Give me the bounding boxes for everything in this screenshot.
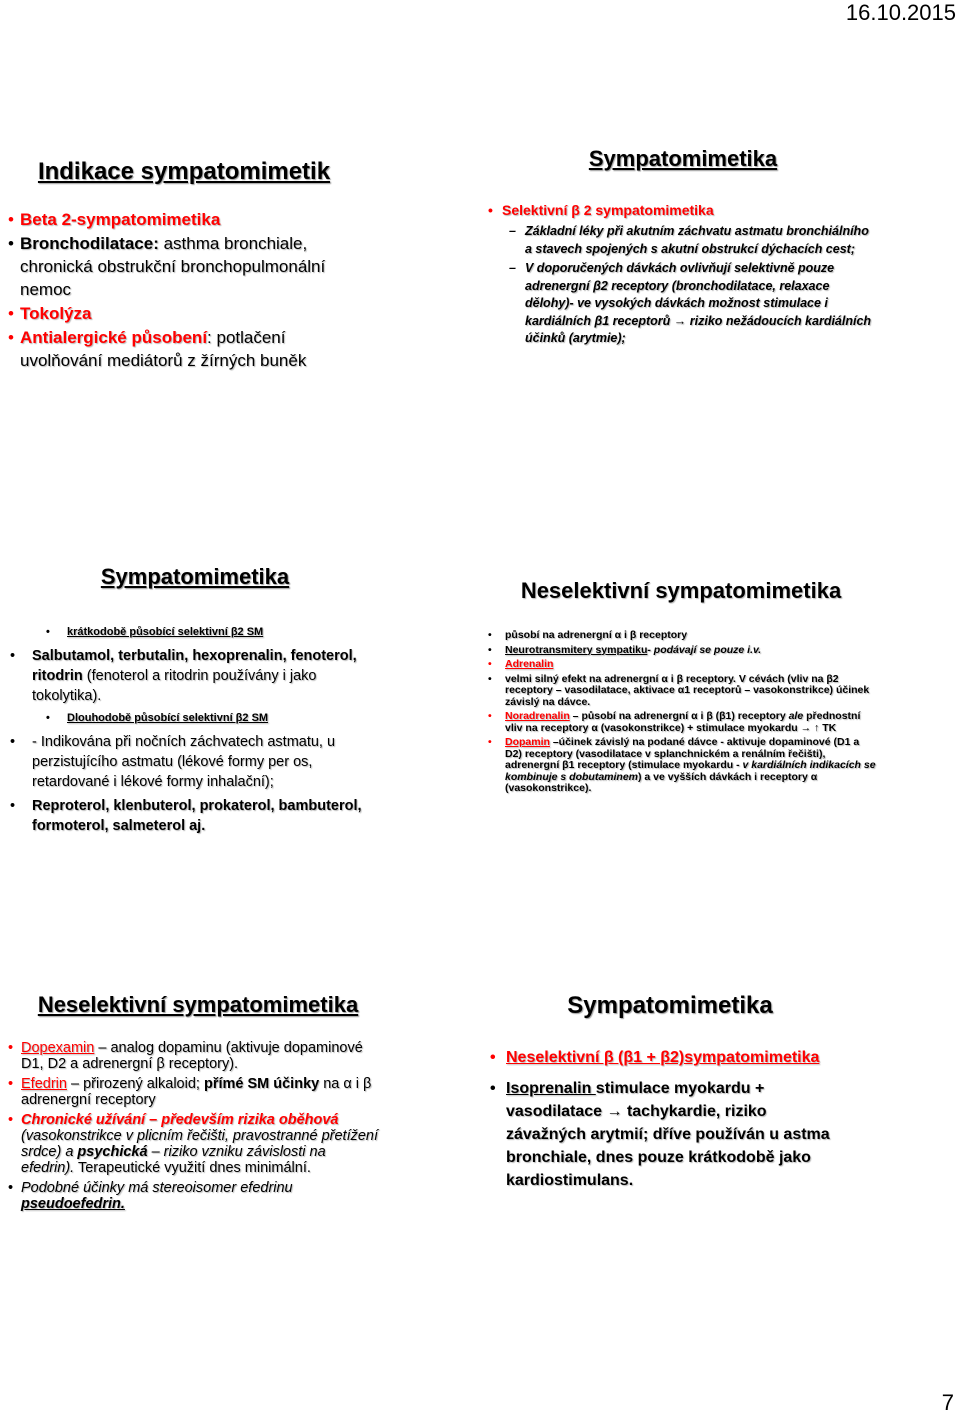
list-item — [490, 1046, 850, 1069]
slide-title: Sympatomimetika — [567, 992, 773, 1019]
list-item — [486, 711, 876, 734]
list-item — [8, 1180, 378, 1212]
list-item — [486, 737, 876, 795]
bullet-icon: • — [8, 234, 14, 253]
item-term: Salbutamol, terbutalin, hexoprenalin, fenoterol, ritodrin — [32, 648, 357, 684]
sub-list-item — [488, 223, 878, 258]
bullet-icon: • — [488, 643, 492, 656]
slide-sympatomimetika-isoprenalin — [490, 992, 850, 1200]
item-text: stimulace myokardu + vasodilatace → tachykardie, riziko závažných arytmií; dříve používán u astma bronchiale, dnes pouze krátkodobě jako kardiostimulans. — [506, 1080, 830, 1189]
bullet-icon: • — [8, 1112, 14, 1128]
item-text: krátkodobě působící selektivní β2 SM — [67, 626, 264, 638]
bullet-icon: • — [488, 658, 492, 670]
item-term: Tokolýza — [20, 304, 92, 323]
slide-sympatomimetika-beta2 — [10, 564, 370, 840]
bullet-icon: • — [488, 736, 492, 748]
item-term: psychická — [77, 1144, 148, 1160]
item-text: (vasokonstrikce v plicním řečišti, pravostranné přetížení srdce) a — [21, 1128, 378, 1160]
slide-title: Indikace sympatomimetik — [37, 158, 331, 185]
bullet-icon: • — [488, 672, 492, 685]
item-text: asthma bronchiale, chronická obstrukční bronchopulmonální nemoc — [20, 234, 326, 299]
bullet-icon: • — [10, 734, 16, 750]
bullet-list — [8, 208, 354, 372]
list-item — [20, 710, 370, 726]
list-item — [8, 1076, 378, 1108]
slide-sympatomimetika-selektivni — [488, 146, 878, 350]
item-text: (fenoterol a ritodrin používány i jako tokolytika). — [32, 668, 317, 704]
list-item — [8, 1040, 378, 1072]
bullet-icon: • — [8, 1040, 14, 1056]
item-term: Noradrenalin — [505, 710, 570, 722]
item-text: –účinek závislý na podané dávce - aktivuje dopaminové (D1 a D2) receptory (vasodilatace v splanchnickém a renálním řečišti), adrenergní β1 receptory (stimulace myokardu - — [505, 736, 860, 771]
item-text: Terapeutické využití dnes minimální. — [74, 1160, 311, 1176]
list-item — [20, 624, 370, 640]
slide-neselektivni-sympatomimetika — [486, 578, 876, 798]
bullet-list — [8, 1040, 378, 1212]
bullet-icon: • — [8, 328, 14, 347]
item-text: - podávají se pouze i.v. — [647, 643, 762, 656]
slide-title: Sympatomimetika — [588, 146, 778, 171]
list-item — [8, 232, 354, 301]
list-item — [486, 645, 876, 657]
bullet-list — [488, 202, 878, 348]
list-item — [10, 796, 370, 836]
item-term: Bronchodilatace: — [20, 234, 159, 253]
item-text: V doporučených dávkách ovlivňují selektivně pouze adrenergní β2 receptory (bronchodilatace, relaxace dělohy)- ve vysokých dávkách možnost stimulace i kardiálních β1 receptorů → riziko nežádoucích kardiálních účinků (arytmie); — [525, 261, 872, 345]
item-text: ale — [788, 710, 804, 722]
dash-icon: – — [509, 261, 516, 275]
bullet-icon: • — [488, 629, 492, 641]
item-text: – přirozený alkaloid; — [66, 1076, 204, 1092]
bullet-icon: • — [10, 798, 16, 814]
item-term: Beta 2-sympatomimetika — [20, 210, 221, 229]
item-heading: Selektivní β 2 sympatomimetika — [502, 202, 714, 218]
list-item — [490, 1077, 850, 1192]
list-item — [8, 326, 354, 372]
item-term: Reproterol, klenbuterol, prokaterol, bambuterol, formoterol, salmeterol aj. — [32, 798, 362, 834]
list-item — [486, 659, 876, 671]
item-term: přímé SM účinky — [203, 1076, 320, 1092]
bullet-icon: • — [490, 1049, 496, 1066]
slide-neselektivni-sympatomimetika-2 — [8, 992, 378, 1216]
item-text: – působí na adrenergní α i β (β1) receptory — [569, 710, 789, 722]
bullet-icon: • — [488, 202, 493, 218]
list-item — [10, 732, 370, 792]
page-date: 16.10.2015 — [845, 0, 956, 25]
list-item — [10, 646, 370, 706]
bullet-icon: • — [8, 1180, 14, 1196]
dash-icon: – — [509, 224, 516, 238]
item-text: – riziko vzniku závislosti na efedrin). — [21, 1144, 326, 1176]
item-term: Dopamin — [505, 736, 550, 748]
bullet-list — [486, 630, 876, 795]
bullet-icon: • — [46, 712, 50, 724]
item-term: Isoprenalin — [506, 1080, 596, 1097]
item-text: Podobné účinky má stereoisomer efedrinu — [21, 1180, 293, 1196]
item-term: Dopexamin — [21, 1040, 95, 1056]
item-text: přednostní vliv na receptory α (vasokonstrikce) + stimulace myokardu → ↑ TK — [505, 710, 861, 734]
item-term: pseudoefedrin. — [21, 1196, 125, 1212]
item-term: Neurotransmitery sympatiku — [505, 643, 648, 656]
list-item — [8, 302, 354, 325]
list-item — [486, 630, 876, 642]
item-text: ) a ve vyšších dávkách i receptory α (vasokonstrikce). — [505, 770, 818, 794]
item-text: - Indikována při nočních záchvatech astmatu, u perzistujícího astmatu (lékové formy per os, retardované i lékové formy inhalační); — [32, 734, 336, 790]
item-term: Efedrin — [21, 1076, 67, 1092]
bullet-list — [490, 1046, 850, 1192]
sub-list-item — [488, 260, 878, 348]
item-text: velmi silný efekt na adrenergní α i β receptory. V cévách (vliv na β2 receptory – vasodilatace, aktivace α1 receptorů – vasokonstrikce) účinek závislý na dávce. — [505, 672, 870, 708]
bullet-icon: • — [490, 1080, 496, 1097]
item-text: na α i β adrenergní receptory — [21, 1076, 372, 1108]
bullet-icon: • — [46, 626, 50, 638]
item-text: Dlouhodobě působící selektivní β2 SM — [67, 712, 269, 724]
item-text: : potlačení uvolňování mediátorů z žírných buněk — [20, 328, 307, 370]
slide-title: Neselektivní sympatomimetika — [520, 578, 842, 603]
bullet-icon: • — [488, 710, 492, 722]
page-number: 7 — [941, 1390, 954, 1415]
list-item — [486, 674, 876, 709]
bullet-icon: • — [10, 648, 16, 664]
item-text: v kardiálních indikacích se kombinuje s dobutaminem — [505, 759, 876, 783]
item-term: Chronické užívání – především rizika oběhová — [21, 1112, 339, 1128]
list-item — [8, 1112, 378, 1176]
slide-indikace-sympatomimetik — [8, 158, 354, 373]
item-text: působí na adrenergní α i β receptory — [505, 629, 688, 641]
slide-title: Neselektivní sympatomimetika — [37, 992, 359, 1017]
item-text: Základní léky při akutním záchvatu astmatu bronchiálního a stavech spojených s akutní obstrukcí dýchacích cest; — [525, 224, 869, 256]
slide-title: Sympatomimetika — [100, 564, 290, 589]
bullet-icon: • — [8, 210, 14, 229]
item-text: – analog dopaminu (aktivuje dopaminové D1, D2 a adrenergní β receptory). — [21, 1040, 363, 1072]
list-item — [8, 208, 354, 231]
list-item — [488, 202, 878, 219]
item-term: Antialergické působení — [20, 328, 208, 347]
item-term: Adrenalin — [505, 658, 554, 670]
bullet-icon: • — [8, 304, 14, 323]
item-heading: Neselektivní β (β1 + β2)sympatomimetika — [506, 1049, 820, 1066]
bullet-icon: • — [8, 1076, 14, 1092]
bullet-list — [10, 624, 370, 836]
